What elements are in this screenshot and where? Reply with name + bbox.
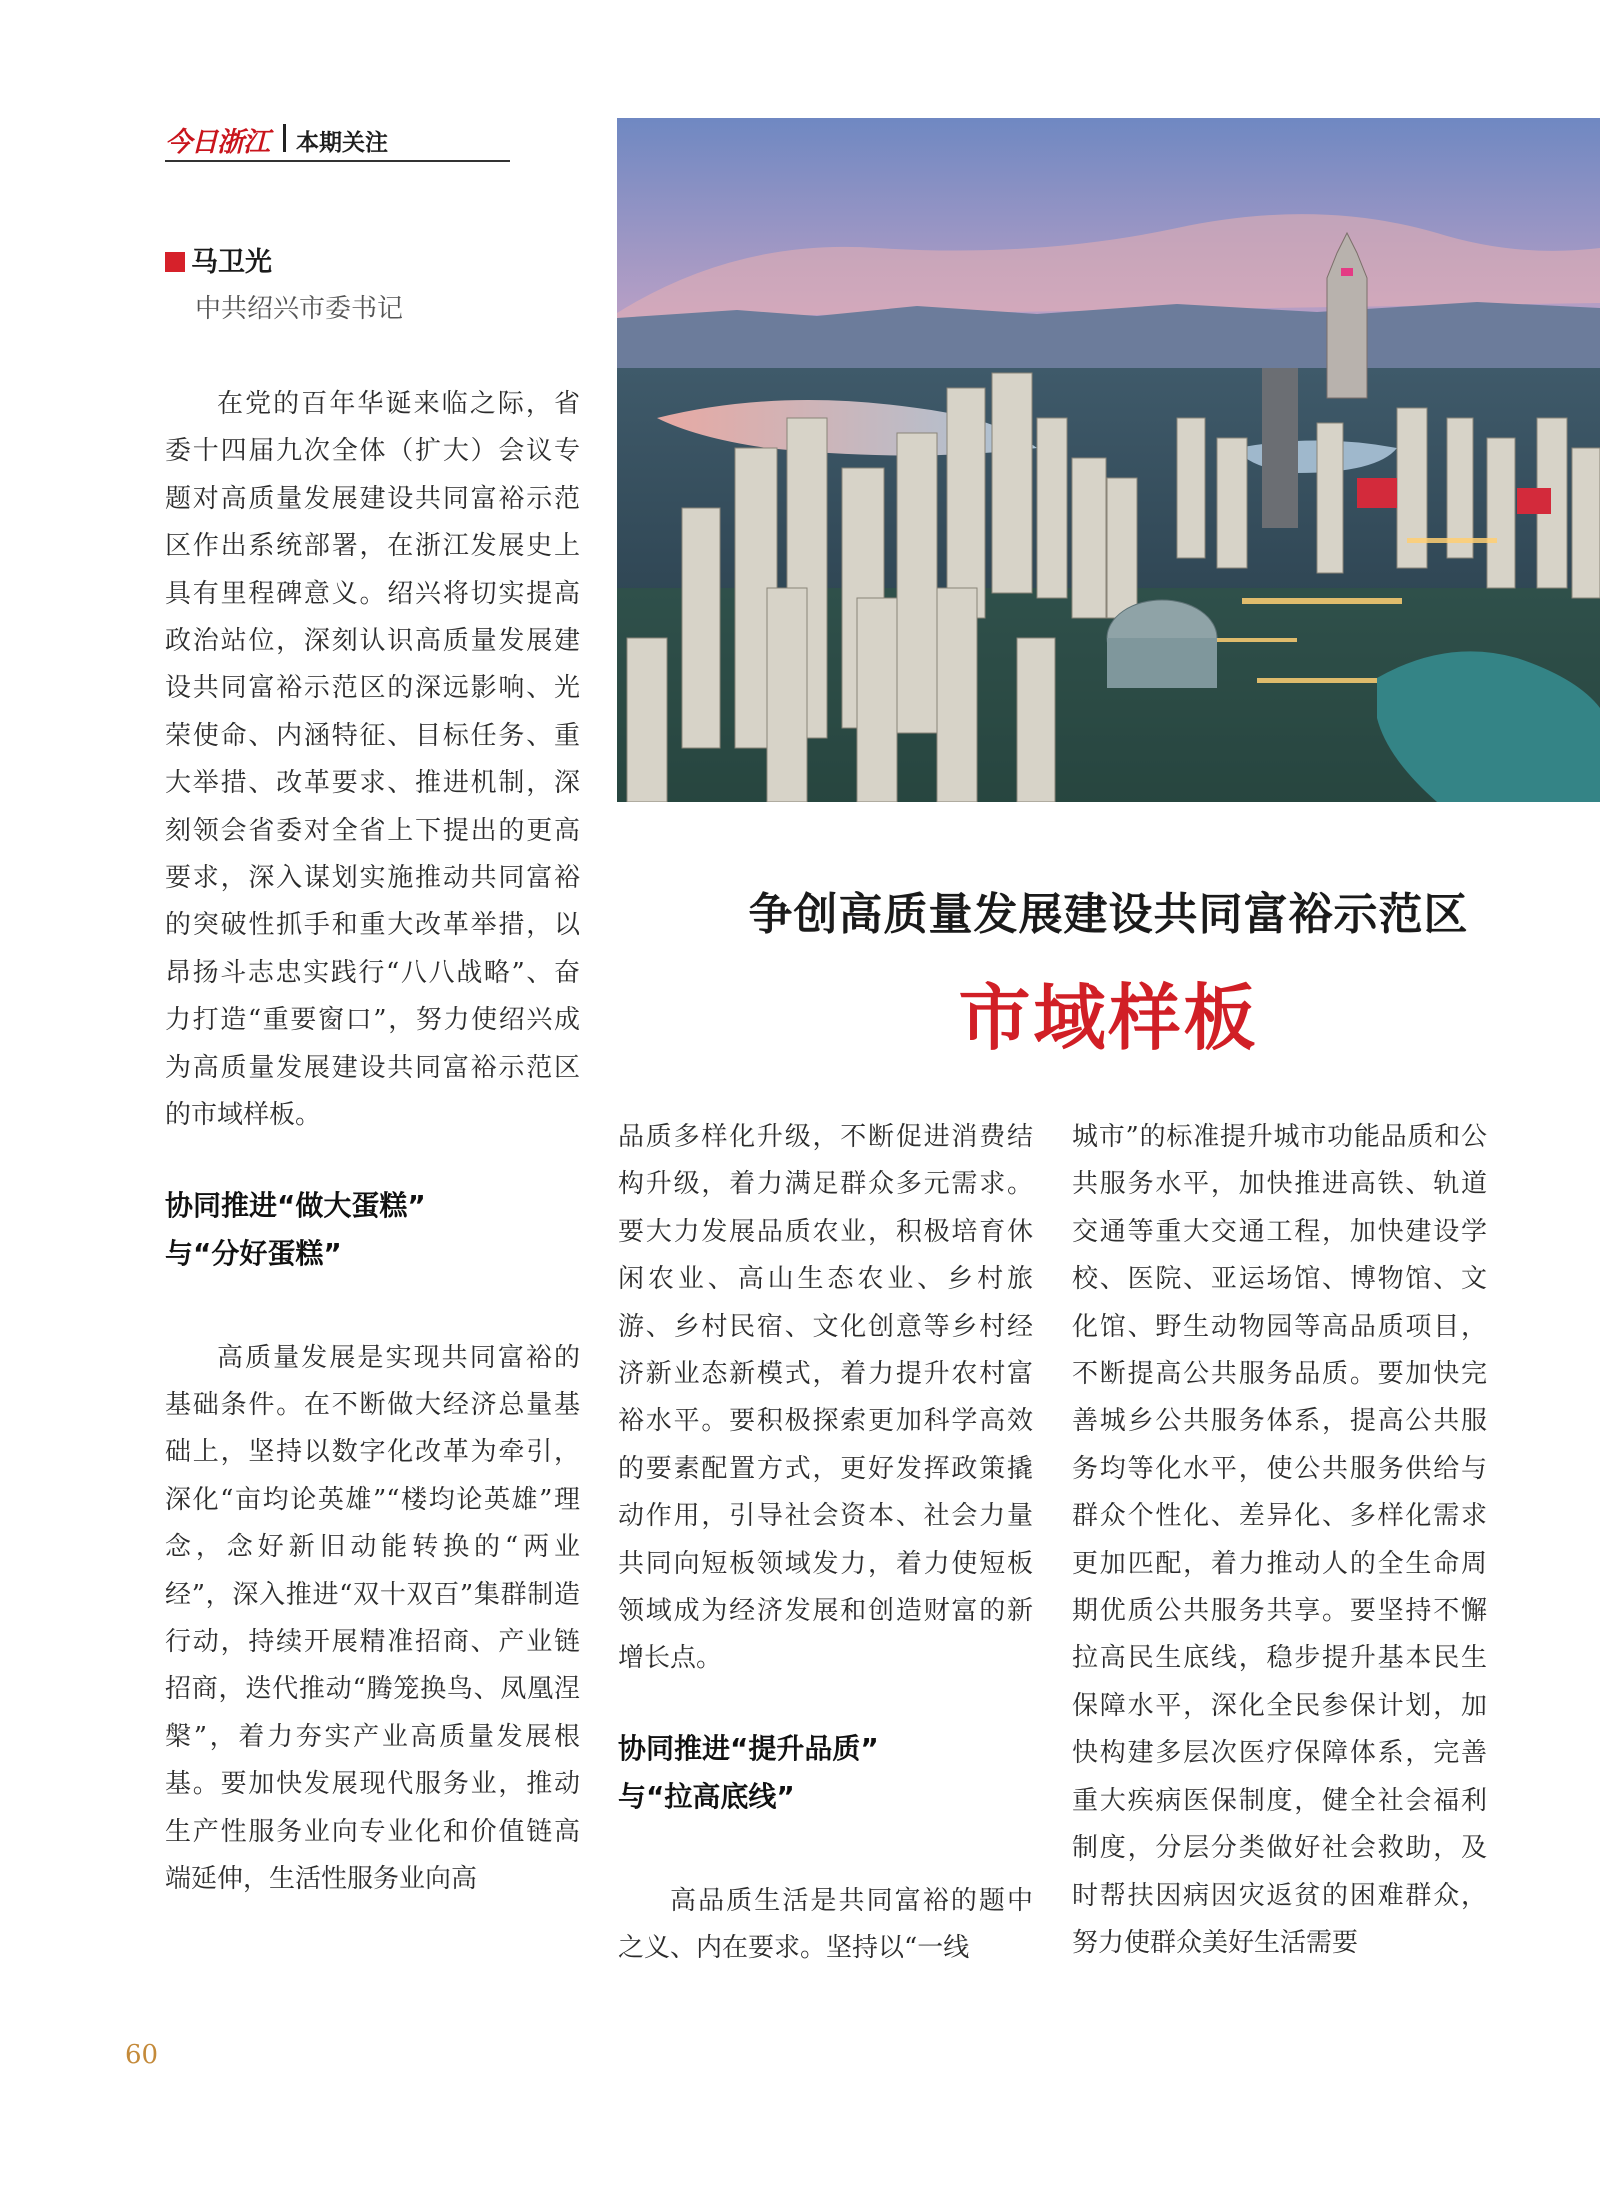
city-skyline-photo — [617, 118, 1600, 802]
body-paragraph: 城市”的标准提升城市功能品质和公共服务水平，加快推进高铁、轨道交通等重大交通工程，加快建设学校、医院、亚运场馆、博物馆、文化馆、野生动物园等高品质项目，不断提高公共服务品质。要加快完善城乡公共服务体系，提高公共服务均等化水平，使公共服务供给与群众个性化、差异化、多样化需求更加匹配，着力推动人的全生命周期优质公共服务共享。要坚持不懈拉高民生底线，稳步提升基本民生保障水平，深化全民参保计划，加快构建多层次医疗保障体系，完善重大疾病医保制度，健全社会福利制度，分层分类做好社会救助，及时帮扶因病因灾返贫的困难群众，努力使群众美好生活需要 — [1072, 1122, 1487, 1958]
author-name: 马卫光 — [165, 240, 272, 279]
body-paragraph: 高品质生活是共同富裕的题中之义、内在要求。坚持以“一线 — [618, 1885, 1033, 1964]
page-number: 60 — [125, 2040, 159, 2070]
body-paragraph: 品质多样化升级，不断促进消费结构升级，着力满足群众多元需求。要大力发展品质农业，积极培育休闲农业、高山生态农业、乡村旅游、乡村民宿、文化创意等乡村经济新业态新模式，着力提升农村富裕水平。要积极探索更加科学高效的要素配置方式，更好发挥政策撬动作用，引导社会资本、社会力量共同向短板领域发力，着力使短板领域成为经济发展和创造财富的新增长点。 — [618, 1122, 1033, 1674]
author-title: 中共绍兴市委书记 — [195, 294, 404, 324]
header-divider — [283, 124, 286, 152]
section-label: 本期关注 — [296, 130, 388, 156]
magazine-logo: 今日浙江 — [165, 127, 269, 158]
column-3 — [1072, 1114, 1487, 1967]
article-headline-emphasis: 市域样板 — [958, 976, 1259, 1060]
page-header — [165, 120, 510, 162]
article-headline: 争创高质量发展建设共同富裕示范区 — [748, 889, 1469, 940]
column-2 — [618, 1114, 1033, 1973]
column-1 — [165, 381, 580, 1903]
body-paragraph: 高质量发展是实现共同富裕的基础条件。在不断做大经济总量基础上，坚持以数字化改革为牵引，深化“亩均论英雄”“楼均论英雄”理念，念好新旧动能转换的“两业经”，深入推进“双十双百”集群制造行动，持续开展精准招商、产业链招商，迭代推动“腾笼换鸟、凤凰涅槃”，着力夯实产业高质量发展根基。要加快发展现代服务业，推动生产性服务业向专业化和价值链高端延伸，生活性服务业向高 — [165, 1342, 580, 1894]
author-marker-icon — [165, 252, 185, 272]
intro-paragraph: 在党的百年华诞来临之际，省委十四届九次全体（扩大）会议专题对高质量发展建设共同富裕示范区作出系统部署，在浙江发展史上具有里程碑意义。绍兴将切实提高政治站位，深刻认识高质量发展建设共同富裕示范区的深远影响、光荣使命、内涵特征、目标任务、重大举措、改革要求、推进机制，深刻领会省委对全省上下提出的更高要求，深入谋划实施推动共同富裕的突破性抓手和重大改革举措，以昂扬斗志忠实践行“八八战略”、奋力打造“重要窗口”，努力使绍兴成为高质量发展建设共同富裕示范区的市域样板。 — [165, 389, 580, 1131]
section-heading-1: 协同推进“做大蛋糕” 与“分好蛋糕” — [165, 1188, 426, 1270]
section-heading-2: 协同推进“提升品质” 与“拉高底线” — [618, 1731, 879, 1813]
